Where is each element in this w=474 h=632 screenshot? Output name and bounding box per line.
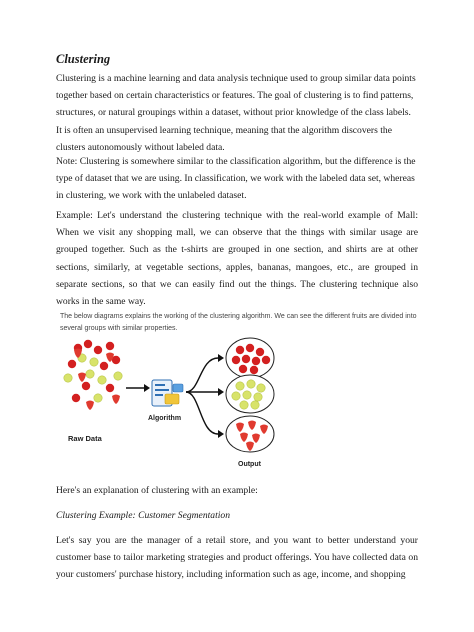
algorithm-label: Algorithm (148, 415, 182, 422)
clustering-diagram (60, 336, 420, 472)
raw-data-fruits (64, 340, 122, 410)
output-arrows (186, 358, 218, 434)
section-heading: Clustering (56, 52, 111, 66)
after-figure-text: Here's an explanation of clustering with an example: (56, 485, 258, 496)
algorithm-icon (152, 380, 183, 406)
raw-data-label: Raw Data (68, 434, 102, 443)
final-paragraph: Let's say you are the manager of a retail store, and you want to better understand your customer base to tailor marketing strategies and product offerings. You have collected data on your customers' purchase history, including information such as age, income, and shopping (56, 535, 418, 581)
subheading-customer-segmentation: Clustering Example: Customer Segmentation (56, 510, 230, 521)
intro-paragraph: Clustering is a machine learning and data analysis technique used to group similar data points together based on certain characteristics or features. The goal of clustering is to find patterns, structures, or natural groupings within a dataset, without prior knowledge of the class labels. It is often an unsupervised learning technique, meaning that the algorithm discovers the clusters autonomously without labeled data. (56, 73, 416, 153)
example-paragraph: Example: Let's understand the clustering technique with the real-world example of Mall: When we visit any shopping mall, we can observe that the things with similar usage are grouped together. Such as the t-shirts are grouped in one section, and shirts are at other sections, similarly, at vegetable sections, apples, bananas, mangoes, etc., are grouped in separate sections, so that we can easily find out the things. The clustering technique also works in the same way. (56, 210, 418, 308)
note-paragraph: Note: Clustering is somewhere similar to the classification algorithm, but the difference is the type of dataset that we are using. In classification, we work with the labeled data set, whereas in clustering, we work with the unlabeled dataset. (56, 156, 416, 202)
output-label: Output (238, 461, 261, 468)
figure-caption: The below diagrams explains the working of the clustering algorithm. We can see the different fruits are divided into several groups with similar properties. (60, 313, 417, 332)
